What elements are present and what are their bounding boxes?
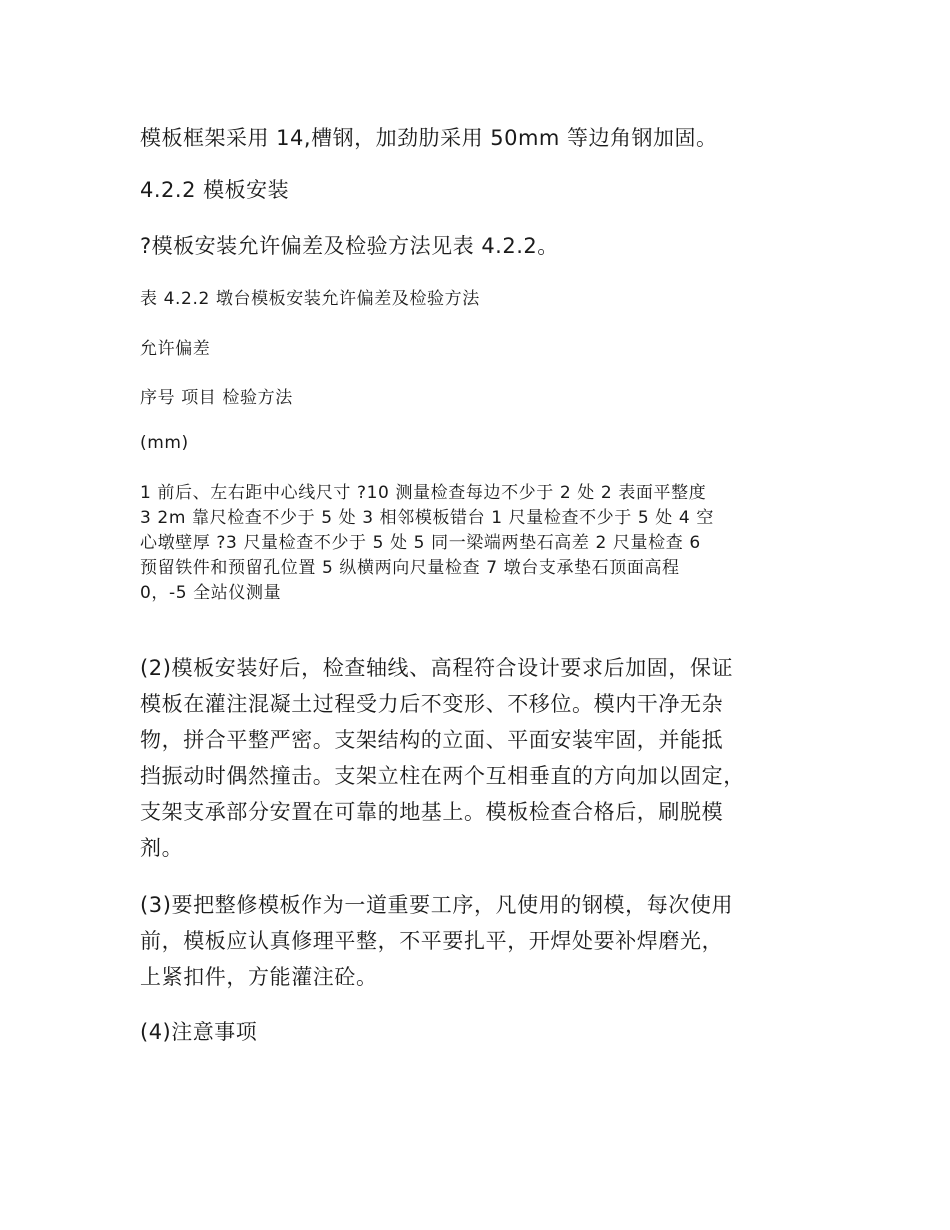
table-header-unit: (mm) [140, 433, 189, 453]
paragraph-4-heading: (4)注意事项 [140, 1020, 258, 1044]
table-body-line: 心墩壁厚 ?3 尺量检查不少于 5 处 5 同一梁端两垫石高差 2 尺量检查 6 [140, 533, 701, 553]
lead-sentence: ?模板安装允许偏差及检验方法见表 4.2.2。 [140, 234, 559, 258]
paragraph-3 [140, 887, 820, 995]
paragraph-line: 剂。 [140, 836, 184, 860]
paragraph-2 [140, 650, 820, 866]
intro-line: 模板框架采用 14,槽钢，加劲肋采用 50mm 等边角钢加固。 [140, 126, 718, 150]
section-heading: 4.2.2 模板安装 [140, 178, 290, 202]
table-body-line: 0，-5 全站仪测量 [140, 583, 282, 603]
paragraph-line: 支架支承部分安置在可靠的地基上。模板检查合格后，刷脱模 [140, 800, 724, 824]
paragraph-line: 上紧扣件，方能灌注砼。 [140, 965, 378, 989]
table-header-columns: 序号 项目 检验方法 [140, 388, 293, 408]
paragraph-line: 挡振动时偶然撞击。支架立柱在两个互相垂直的方向加以固定， [140, 764, 745, 788]
table-body-line: 预留铁件和预留孔位置 5 纵横两向尺量检查 7 墩台支承垫石顶面高程 [140, 558, 680, 578]
table-header-allowable: 允许偏差 [140, 339, 211, 359]
paragraph-line: 模板在灌注混凝土过程受力后不变形、不移位。模内干净无杂 [140, 692, 724, 716]
paragraph-line: 物，拼合平整严密。支架结构的立面、平面安装牢固，并能抵 [140, 728, 724, 752]
table-body-line: 3 2m 靠尺检查不少于 5 处 3 相邻模板错台 1 尺量检查不少于 5 处 4 空 [140, 508, 714, 528]
paragraph-line: 前，模板应认真修理平整，不平要扎平，开焊处要补焊磨光， [140, 929, 724, 953]
table-body [140, 481, 820, 606]
table-caption: 表 4.2.2 墩台模板安装允许偏差及检验方法 [140, 289, 480, 309]
table-body-line: 1 前后、左右距中心线尺寸 ?10 测量检查每边不少于 2 处 2 表面平整度 [140, 483, 707, 503]
paragraph-line: (3)要把整修模板作为一道重要工序，凡使用的钢模，每次使用 [140, 893, 734, 917]
paragraph-line: (2)模板安装好后，检查轴线、高程符合设计要求后加固，保证 [140, 656, 734, 680]
